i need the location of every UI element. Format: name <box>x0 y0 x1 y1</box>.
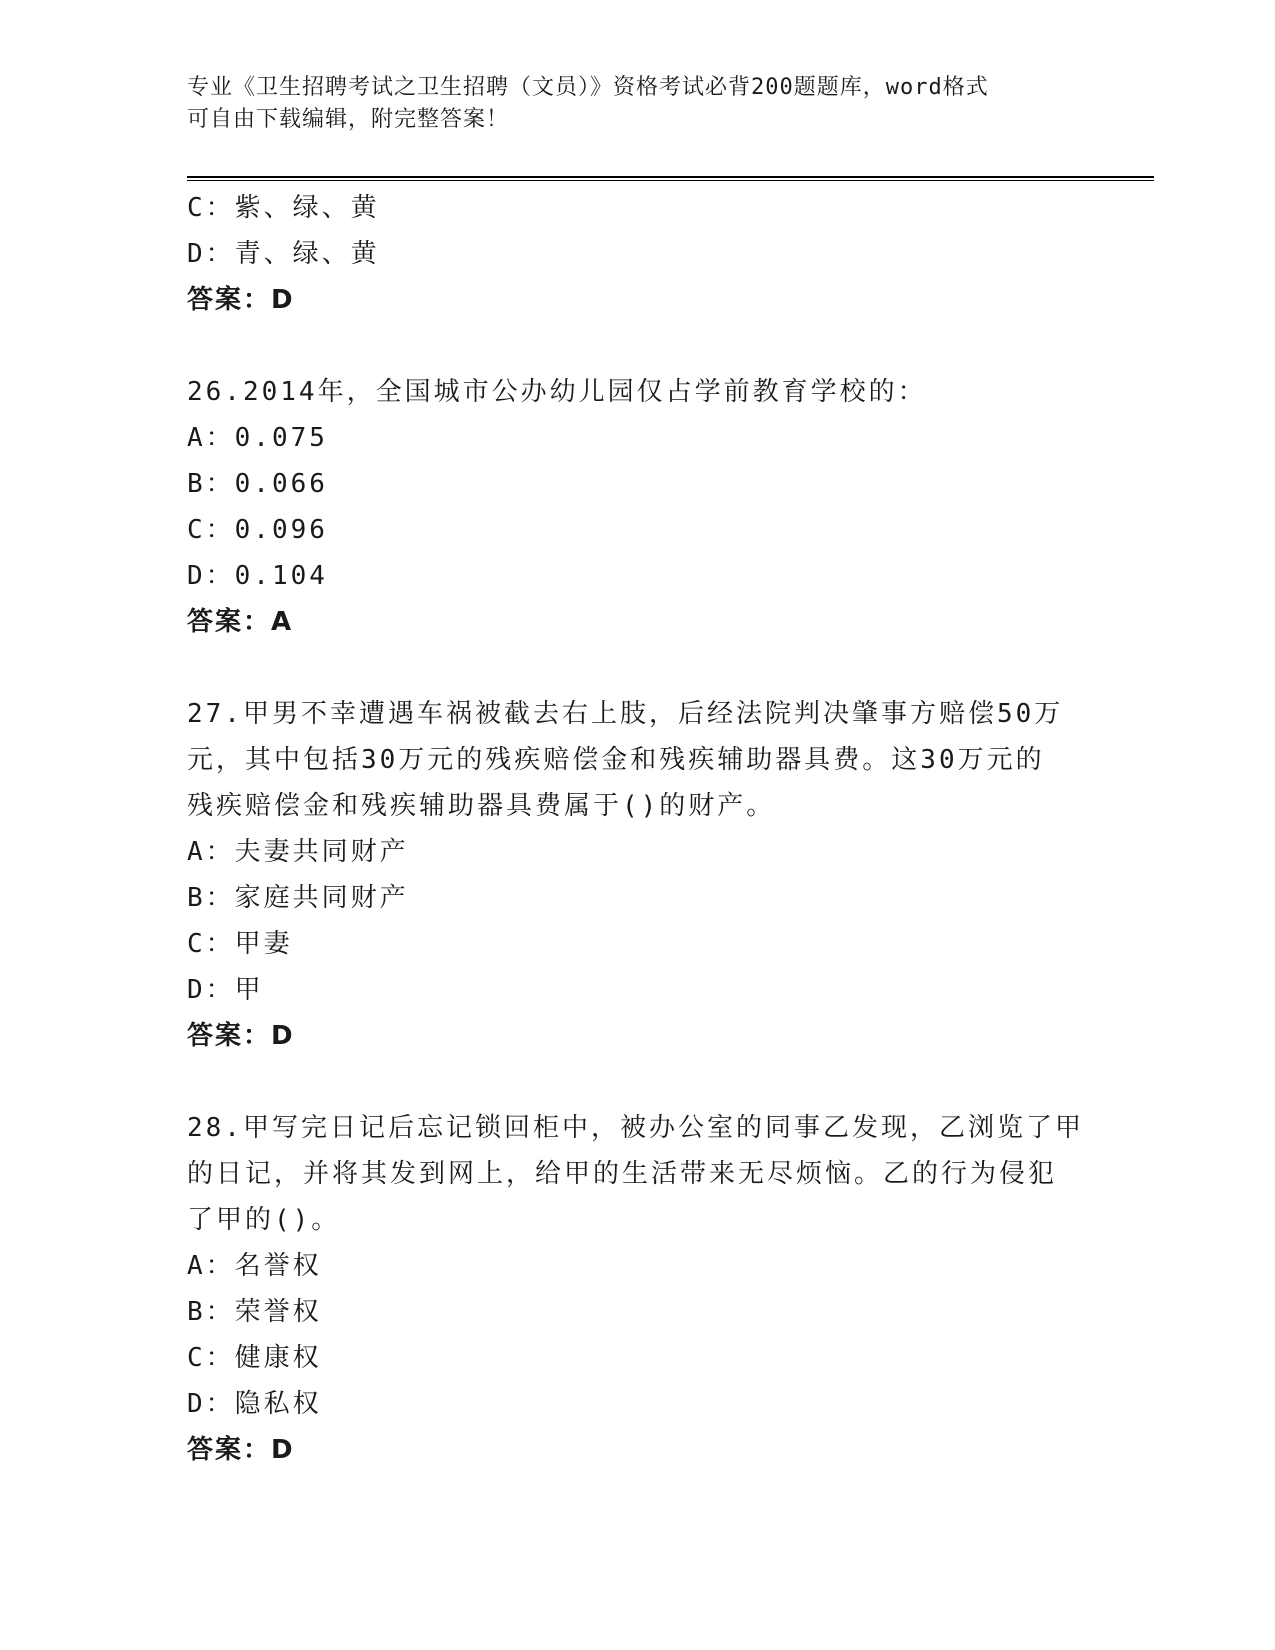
option-d: D：甲 <box>187 975 264 1005</box>
header-line-2: 可自由下载编辑，附完整答案！ <box>187 107 510 132</box>
answer-line: 答案：D <box>187 285 295 315</box>
option-a: A：0.075 <box>187 423 328 453</box>
spacer <box>187 323 1087 369</box>
question-stem: 26.2014年，全国城市公办幼儿园仅占学前教育学校的： <box>187 377 927 407</box>
option-a: A：夫妻共同财产 <box>187 837 409 867</box>
option-c: C：0.096 <box>187 515 328 545</box>
option-b: B：0.066 <box>187 469 328 499</box>
option-d: D：青、绿、黄 <box>187 239 380 269</box>
question-stem-line-2: 元，其中包括30万元的残疾赔偿金和残疾辅助器具费。这30万元的 <box>187 745 1045 775</box>
document-header <box>187 72 1067 136</box>
option-b: B：荣誉权 <box>187 1297 322 1327</box>
question-27 <box>187 691 1087 1059</box>
option-c: C：紫、绿、黄 <box>187 193 380 223</box>
spacer <box>187 1059 1087 1105</box>
question-stem-line-3: 残疾赔偿金和残疾辅助器具费属于()的财产。 <box>187 791 776 821</box>
question-25-tail <box>187 185 1087 323</box>
question-stem-line-1: 27.甲男不幸遭遇车祸被截去右上肢，后经法院判决肇事方赔偿50万 <box>187 699 1064 729</box>
question-stem-line-1: 28.甲写完日记后忘记锁回柜中，被办公室的同事乙发现，乙浏览了甲 <box>187 1113 1084 1143</box>
answer-line: 答案：A <box>187 607 294 637</box>
header-line-1: 专业《卫生招聘考试之卫生招聘（文员）》资格考试必背200题题库，word格式 <box>187 75 989 100</box>
question-28 <box>187 1105 1087 1473</box>
question-stem-line-3: 了甲的()。 <box>187 1205 341 1235</box>
option-c: C：健康权 <box>187 1343 322 1373</box>
answer-line: 答案：D <box>187 1435 295 1465</box>
question-26 <box>187 369 1087 645</box>
option-a: A：名誉权 <box>187 1251 322 1281</box>
answer-line: 答案：D <box>187 1021 295 1051</box>
question-list <box>187 185 1087 1473</box>
option-b: B：家庭共同财产 <box>187 883 409 913</box>
option-d: D：0.104 <box>187 561 328 591</box>
header-divider <box>187 176 1154 181</box>
question-stem-line-2: 的日记，并将其发到网上，给甲的生活带来无尽烦恼。乙的行为侵犯 <box>187 1159 1058 1189</box>
option-c: C：甲妻 <box>187 929 293 959</box>
option-d: D：隐私权 <box>187 1389 322 1419</box>
spacer <box>187 645 1087 691</box>
